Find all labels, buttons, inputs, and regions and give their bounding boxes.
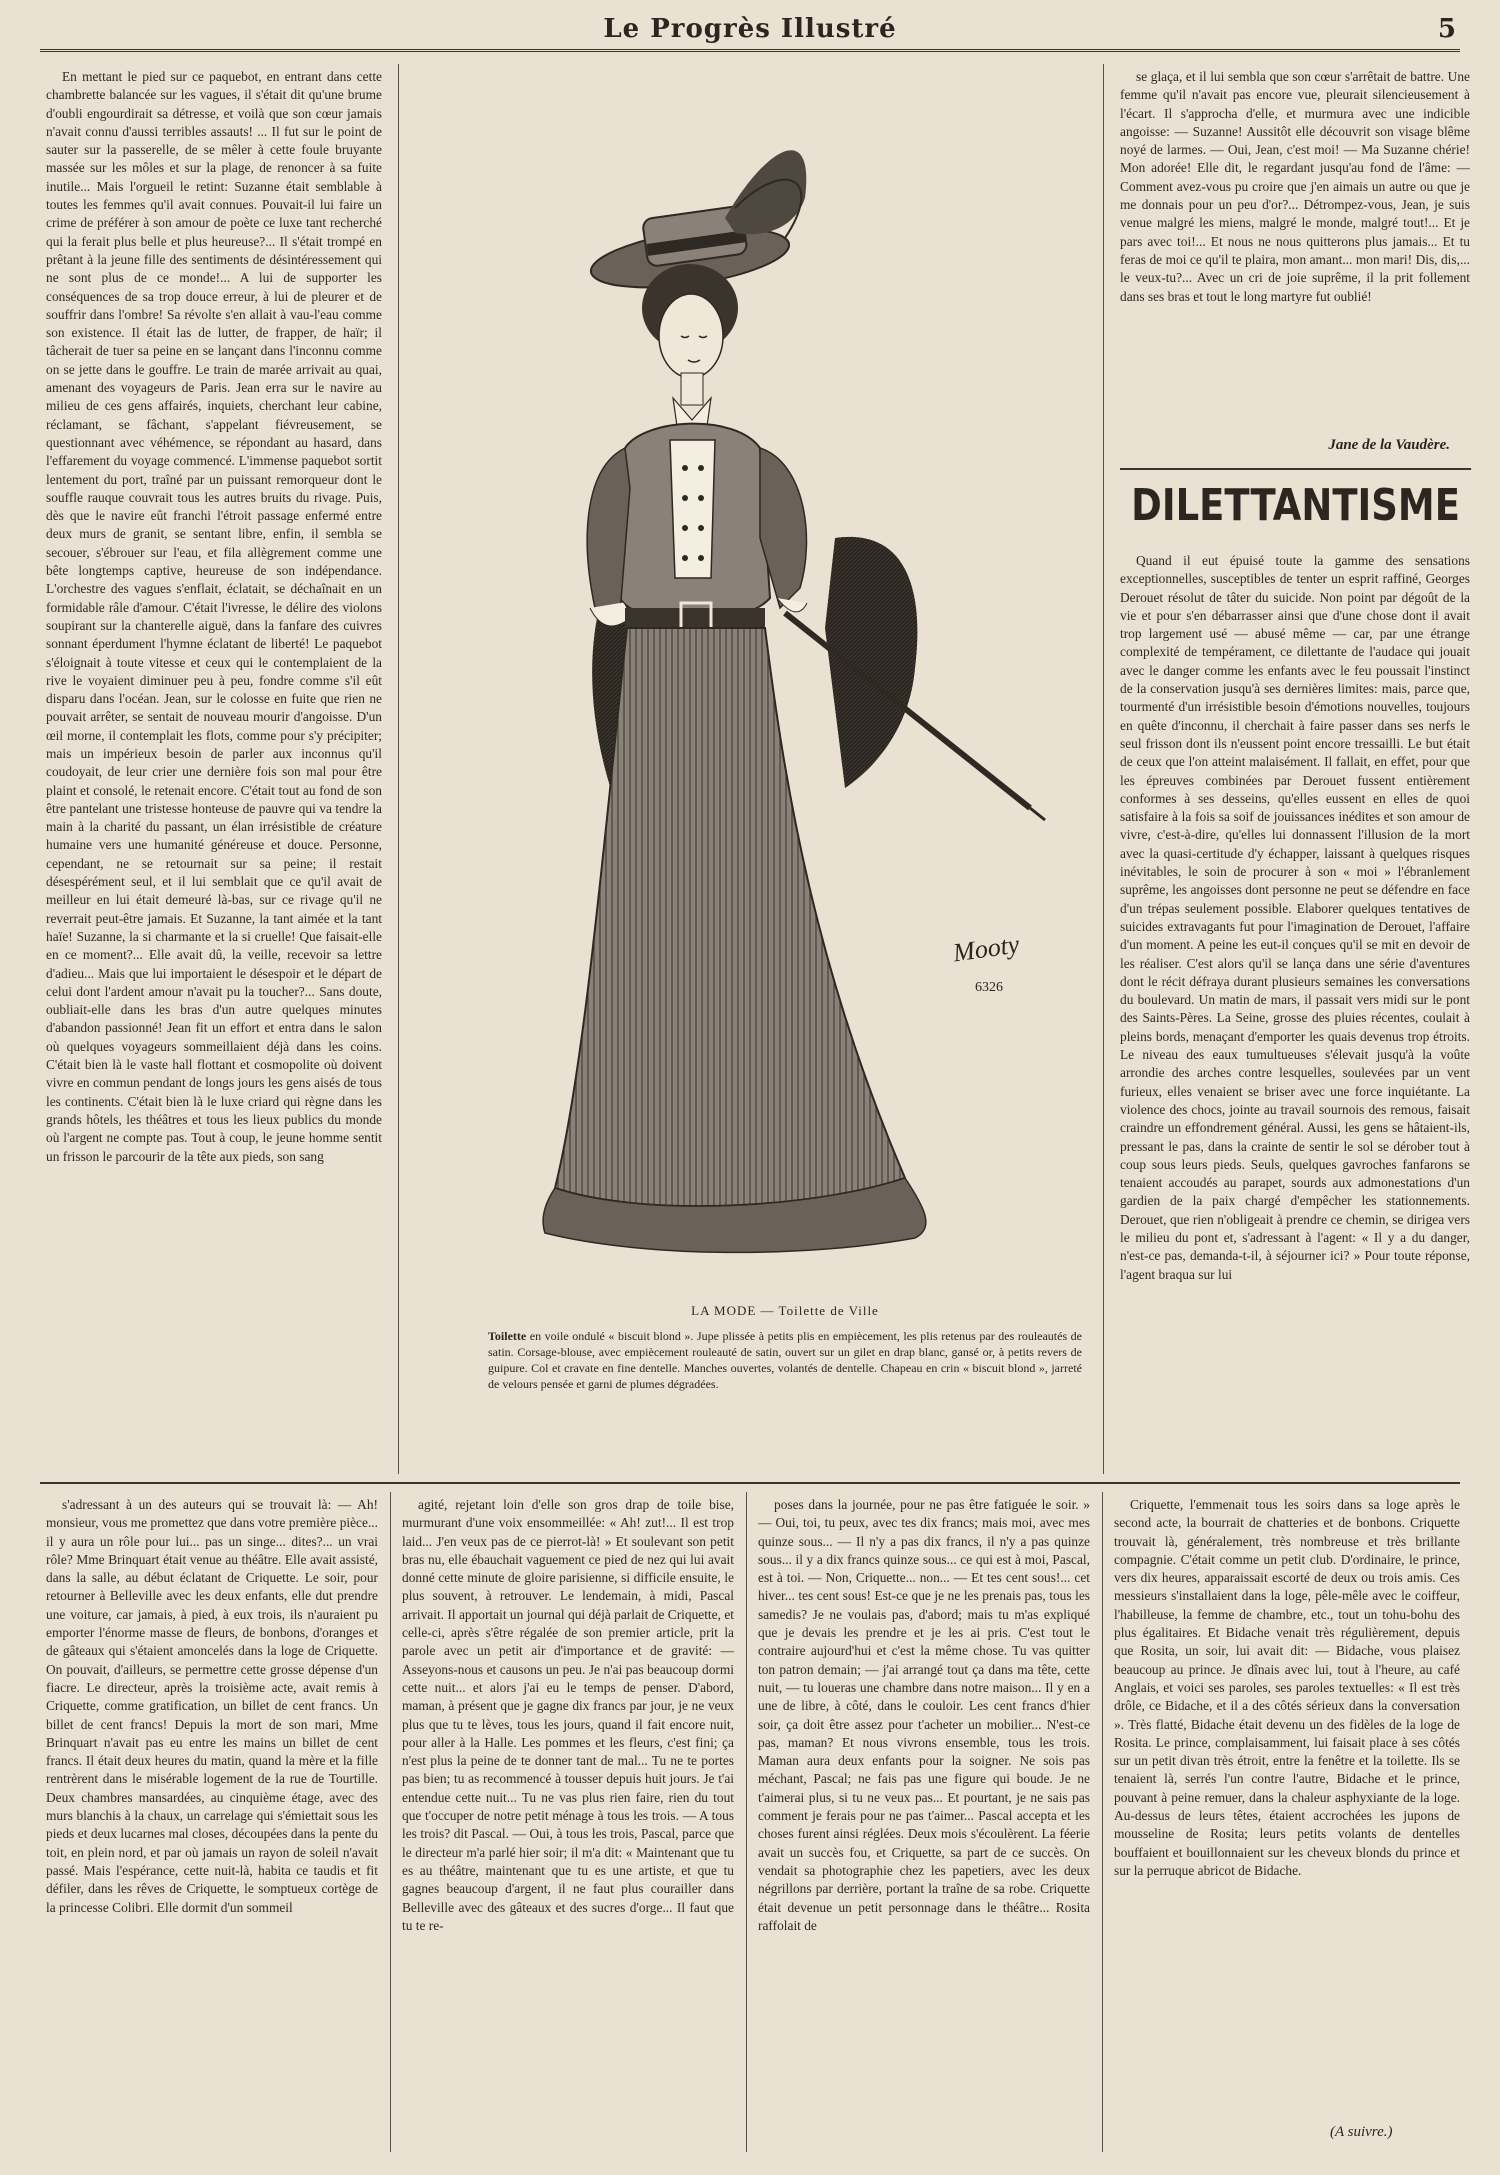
artist-signature: Mooty	[951, 929, 1022, 968]
article-headline: DILETTANTISME	[1120, 468, 1471, 540]
author-signature: Jane de la Vaudère.	[1328, 437, 1450, 453]
serial-column-2	[402, 1496, 734, 2144]
serial-column-4	[1114, 1496, 1460, 2116]
fur-stole-right	[825, 537, 917, 788]
dilettantisme-text: Quand il eut épuisé toute la gamme des sensations exceptionnelles, susceptibles de tenter un esprit raffiné, Georges Derouet résolut de tâter du suicide. Non point par dégoût de la vie et pour s'en débarrasser ainsi que d'une chose dont il avait trop largement usé — abusé même — car, par une étrange complexité de tempérament, ce dilettante de l'audace qui jouait avec le danger comme les enfants avec le feu poussait l'instinct de la conservation jusqu'à ses dernières limites: mais, parce que, tourmenté d'un irrésistible besoin d'émotions nouvelles, toujours en quête d'inconnu, il cherchait à faire passer dans ses nerfs le seul frisson dont ils n'eussent point encore tressailli. Le but était de ceux que l'on atteint malaisément. Il fallait, en effet, pour que les épreuves combinées par Derouet fussent entièrement conformes à ses desseins, qu'elles eussent en elles de quoi satisfaire à la fois sa soif de jouissances inédites et son amour de vivre, c'est-à-dire, qu'elles lui donnassent l'illusion de la mort avec la quasi-certitude d'y échapper, laissant à quelques risques inévitables, le soin de procurer à son « moi » l'ébranlement suprême, les angoisses dont personne ne peut se défendre en face d'un trépas seulement possible. Elaborer quelques tentatives de suicides extravagants fut pour l'imagination de Derouet, l'affaire d'un moment. A peine les eut-il conçues qu'il se mit en devoir de les réaliser. C'est alors qu'il se lança dans une série d'aventures dont le récit défraya durant plusieurs semaines les conversations du boulevard. Un matin de mars, il passait vers midi sur le pont des Saints-Pères. La Seine, grosse des pluies récentes, coulait à pleins bords, menaçant d'emporter les quais devenus trop étroits. Le niveau des eaux tumultueuses s'élevait jusqu'à la voûte arrondie des arches contre lesquelles, soulevées par un vent furieux, elles venaient se briser avec une force inquiétante. La violence des chocs, jointe au travail sournois des remous, faisait craindre un effondrement général. Aussi, les gens se hâtaient-ils, pressant le pas, dans la crainte de sentir le sol se dérober tout à coup sous leurs pieds. Seuls, quelques gavroches fanfarons se tenaient accoudés au parapet, sourds aux admonestations d'un gardien de la paix chargé d'empêcher les stationnements. Derouet, que rien n'obligeait à prendre ce chemin, se dirigea vers le milieu du pont et, s'adressant à l'agent: « Il y a du danger, n'est-ce pas, demanda-t-il, à séjourner ici? » Pour toute réponse, l'agent braqua sur lui	[1120, 553, 1470, 1282]
column-divider	[1103, 64, 1104, 1474]
serial-text-2: agité, rejetant loin d'elle son gros drap de toile bise, murmurant d'une voix ensommeillée: « Ah! zut!... Il est trop laid... J'en veux pas de ce pierrot-là! » Et soulevant son petit bras nu, elle ébauchait vaguement ce pied de nez qui lui avait donné cette minute de gloire parisienne, si difficile ensuite, le plus souvent, à retrouver. Le lendemain, à midi, Pascal arrivait. Il apportait un journal qui déjà parlait de Criquette, et celle-ci, après s'être régalée de son premier article, prit la parole avec un petit air d'importance et de gravité: — Asseyons-nous et causons un peu. Je n'ai pas beaucoup dormi cette nuit... et alors j'ai eu le temps de penser. D'abord, maman, à présent que je gagne dix francs par jour, je ne veux plus que tu te lèves, tous les jours, quand il fait encore nuit, pour aller à la Halle. Les pommes et les fleurs, c'est fini; ça n'est plus la peine de te donner tant de mal... Tu ne te portes pas bien; tu as recommencé à tousser depuis huit jours. Je t'ai entendue cette nuit... Tu ne vas plus rien faire, rien du tout que t'occuper de notre petit ménage à tous les trois. — A tous les trois? dit Pascal. — Oui, à tous les trois, Pascal, parce que le directeur m'a parlé hier soir; il m'a dit: « Maintenant que tu es au théâtre, maintenant que tu es une artiste, et que tu gagnes beaucoup d'argent, il ne faut plus courailler dans Belleville avec des gâteaux et des sucres d'orge... Il faut que tu te re-	[402, 1497, 734, 1933]
story-ending-text: se glaça, et il lui sembla que son cœur s'arrêtait de battre. Une femme qu'il n'avait pas encore vue, pleurait silencieusement à l'écart. Il s'approcha d'elle, et murmura avec une indicible angoisse: — Suzanne! Aussitôt elle découvrit son visage blême noyé de larmes. — Oui, Jean, c'est moi! — Ma Suzanne chérie! Mon adorée! Elle dit, le regardant jusqu'au fond de l'âme: — Comment avez-vous pu croire que j'en aimais un autre ou que je me donnais pour un peu d'or?... Détrompez-vous, Jean, je suis venue malgré les miens, malgré le monde, malgré tout!... Et je pars avec toi!... Et nous ne nous quitterons plus jamais... Et tu feras de moi ce qu'il te plaira, mon amant... mon mari! Dis, dis,... le veux-tu?... Avec un cri de joie suprême, il la prit follement dans ses bras et tout le long martyre fut oublié!	[1120, 69, 1470, 304]
caption-text: en voile ondulé « biscuit blond ». Jupe plissée à petits plis en empiècement, les plis retenus par des rouleautés de satin. Corsage-blouse, avec empiècement rouleauté de satin, ouvert sur un gilet en drap blanc, gansé or, à petits revers de guipure. Col et cravate en fine dentelle. Manches ouvertes, volantés de dentelle. Chapeau en crin « biscuit blond », jarreté de velours pensée et garni de plumes dégradées.	[488, 1329, 1083, 1391]
newspaper-title: Le Progrès Illustré	[603, 14, 897, 44]
waistcoat	[670, 440, 715, 578]
column-divider	[398, 64, 399, 1474]
serial-text-3: poses dans la journée, pour ne pas être fatiguée le soir. » — Oui, toi, tu peux, avec tes dix francs; mais moi, avec mes quinze sous... — Il n'y a pas dix francs, il n'y a pas quinze sous... il y a dix francs quinze sous... ce qui est à moi, Pascal, est à toi. — Non, Criquette... non... — Et tes cent sous!... cet hiver... tes cent sous! Est-ce que je ne les prenais pas, tous les samedis? Je ne voulais pas, d'abord; mais tu m'as expliqué que je devais les prendre et je les ai pris. C'est tout le contraire aujourd'hui et c'est la même chose. Tu vas quitter ton patron demain; — j'ai arrangé tout ça dans ma tête, cette nuit, — tu loueras une chambre dans notre maison... Il y en a une de libre, à côté, dans le couloir. Les cent francs d'hier soir, ça doit être assez pour t'acheter un mobilier... N'est-ce pas, maman? Et nous vivrons ensemble, tous les trois. Maman aura deux enfants pour la soigner. Ne sois pas méchant, Pascal; ne fais pas une figure qui boude. Je ne t'aimerai plus, si tu ne veux pas... Et pourtant, je ne sais pas comment je ferais pour ne pas t'aimer... Pascal accepta et les choses furent ainsi réglées. Deux mois s'écoulèrent. La féerie avait un succès fou, et Criquette, sa part de ce succès. On vendait sa photographie chez les papetiers, avec les deux négrillons par derrière, portant la traîne de sa robe. Criquette était devenue un petit personnage dans le théâtre... Rosita raffolait de	[758, 1497, 1090, 1933]
serial-text-4: Criquette, l'emmenait tous les soirs dans sa loge après le second acte, la bourrait de chatteries et de bonbons. Criquette trouvait là, généralement, très nombreuse et très brillante compagnie. C'était comme un petit club. D'ordinaire, le prince, vers dix heures, apparaissait escorté de deux ou trois amis. Ces messieurs s'installaient dans la loge, pêle-mêle avec le coiffeur, l'habilleuse, la femme de chambre, etc., tout un tohu-bohu des plus égalitaires. Et Bidache venait très régulièrement, depuis que Rosita, un soir, lui avait dit: — Bidache, vous plaisez beaucoup au prince. Je dînais avec lui, tout à l'heure, au café Anglais, et voici ses paroles, ses paroles textuelles: « Il est très drôle, ce Bidache, et il a des côtés sérieux dans la conversation ». Très flatté, Bidache était devenu un des fidèles de la loge de Rosita. Le prince, complaisamment, lui faisait place à ses côtés sur un petit divan très étroit, entre la fenêtre et la toilette. Ils se tenaient là, serrés l'un contre l'autre, Bidache et le prince, pouvant à peine remuer, dans la chaleur asphyxiante de la loge. Au-dessus de leurs têtes, étaient accrochées les jupons de mousseline de Rosita; leurs petits volants de dentelles bouffaient et bouillonnaient sur les cheveux blonds du prince et sur la perruque abricot de Bidache.	[1114, 1497, 1460, 1878]
serial-column-1	[46, 1496, 378, 2144]
article-column-right	[1120, 552, 1470, 1468]
face	[659, 294, 723, 378]
serial-text-1: s'adressant à un des auteurs qui se trouvait là: — Ah! monsieur, vous me promettez que dans votre première pièce... il y aura un rôle pour lui... pas un singe... dites?... un vrai rôle? Mme Brinquart était venue au théâtre. Elle avait assisté, dans la salle, au début éclatant de Criquette. Le soir, pour retourner à Belleville avec les deux enfants, elle dut prendre une voiture, car jamais, à pied, à eux trois, ils n'auraient pu emporter l'énorme masse de fleurs, de bonbons, d'oranges et de gâteaux qui s'étaient amoncelés dans la loge de Criquette. On pouvait, d'ailleurs, se permettre cette grosse dépense d'un fiacre. Le directeur, après la troisième acte, avait remis à Criquette, comme gratification, un billet de cent francs. Un billet de cent francs! Depuis la mort de son mari, Mme Brinquart n'avait pas eu entre les mains un billet de cent francs. Il était deux heures du matin, quand la mère et la fille rentrèrent dans le misérable logement de la rue de Tourtille. Deux chambres mansardées, au cinquième étage, avec des murs blanchis à la chaux, un carrelage qui s'émiettait sous les pieds et deux lucarnes mal closes, découpées dans la pente du toit, en plein nord, et par où jamais un rayon de soleil n'avait passé. Mais l'espérance, cette nuit-là, habita ce taudis et fit défiler, dans les rêves de Criquette, le somptueux cortège de la princesse Colibri. Elle dormit d'un sommeil	[46, 1497, 378, 1915]
article-column-left	[46, 68, 382, 1468]
figure-caption	[488, 1328, 1082, 1392]
figure-title: LA MODE — Toilette de Ville	[691, 1303, 879, 1318]
article-text: En mettant le pied sur ce paquebot, en entrant dans cette chambrette balancée sur les vagues, il s'était dit qu'une brume d'oubli engourdirait sa détresse, et voilà que son cœur jamais n'avait connu d'aussi terribles assauts! ... Il fut sur le point de sauter sur la passerelle, de se mêler à cette foule bruyante massée sur les môles et sur la plage, de renoncer à sa fuite inutile... Mais l'orgueil le retint: Suzanne était semblable à toutes les femmes qu'il avait connues. Pouvait-il lui faire un crime de préférer à son amour de poète ce luxe tant recherché qui la ferait plus belle et plus heureuse?... Il s'était trompé en prêtant à la jeune fille des sentiments de désintéressement qui ne sont plus de ce monde!... A lui de supporter les conséquences de sa trop douce erreur, à lui de pleurer et de souffrir dans l'ombre! Sa révolte s'en allait à vau-l'eau comme son existence. Il était las de lutter, de frapper, de haïr; il tâcherait de tuer sa peine en se lançant dans l'inconnu comme on se jette dans le gouffre. Le train de marée arrivait au quai, amenant des voyageurs de Paris. Jean erra sur le navire au milieu de ces gens affairés, inquiets, cherchant leur cabine, réclamant, se fâchant, s'appelant fiévreusement, se questionnant avec véhémence, se répondant au hasard, dans l'effarement du voyage commencé. L'immense paquebot sortit lentement du port, traîné par un puissant remorqueur dont le souffle rauque couvrait tous les autres bruits du rivage. Puis, dès que le navire eût franchi l'étroit passage enfermé entre deux murs de granit, se sentant libre, enfin, il sembla se secouer, s'ébrouer sur l'eau, et fila allègrement comme une bête longtemps captive, heureuse de son indépendance. L'orchestre des vagues s'enflait, éclatait, se déchaînait en un formidable râle d'amour. C'était l'ivresse, le délire des violons soupirant sur la chanterelle aiguë, dans la fanfare des cuivres sonnant éperdument l'hymne éclatant de liberté! Le paquebot s'éloignait à toute vitesse et ceux qui le contemplaient de la rive le voyaient diminuer peu à peu, fondre comme s'il eût disparu dans l'océan. Jean, sur le colosse en fuite que rien ne pouvait arrêter, se sentait de nouveau mourir d'angoisse. D'un œil morne, il contemplait les flots, comme pour s'y précipiter; mais un impérieux besoin de parler aux inconnus qu'il coudoyait, de leur crier une dernière fois son mal pour être plaint et consolé, le retenait encore. C'était tout au fond de son être pantelant une tristesse honteuse de pauvre qui va tendre la main à la charité du passant, un élan irrésistible de créature humaine vers une humanité généreuse et douce. Personne, cependant, ne se retournait sur sa peine; il restait désespérément seul, et il lui semblait que ce qu'il avait de meilleur en lui était demeuré là-bas, sur ce rivage qu'il ne reverrait peut-être jamais. Et Suzanne, la tant aimée et la tant haïe! Suzanne, la si charmante et la si cruelle! Que faisait-elle en ce moment?... Elle avait dû, la veille, recevoir sa lettre d'adieu... Mais que lui importaient le désespoir et le départ de celui dont l'ardent amour n'avait pu la toucher?... Sans doute, oubliait-elle dans les bras d'un autre quelques minutes d'abandon passionné! Jean fit un effort et entra dans le salon où quelques voyageurs sommeillaient déjà dans les coins. C'était bien là le vaste hall flottant et cosmopolite où doivent vivre en commun pendant de longs jours les gens aisés de tous les continents. C'était bien là le luxe criard qui règne dans les grands hôtels, les théâtres et tous les lieux publics du monde où l'argent ne compte pas. Tout à coup, le jeune homme sentit un frisson le parcourir de la tête aux pieds, son sang	[46, 69, 382, 1164]
column-divider	[1102, 1492, 1103, 2152]
woman-in-dress-drawing	[485, 68, 1085, 1298]
column-divider	[746, 1492, 747, 2152]
page-number: 5	[1437, 14, 1456, 44]
column-divider	[390, 1492, 391, 2152]
page-header	[40, 12, 1460, 52]
to-be-continued: (A suivre.)	[1330, 2124, 1393, 2140]
plate-number: 6326	[975, 980, 1003, 995]
section-divider	[40, 1482, 1460, 1484]
article-column-right-top	[1120, 68, 1470, 430]
caption-lead: Toilette	[488, 1329, 527, 1343]
serial-column-3	[758, 1496, 1090, 2144]
fashion-illustration	[485, 68, 1085, 1338]
